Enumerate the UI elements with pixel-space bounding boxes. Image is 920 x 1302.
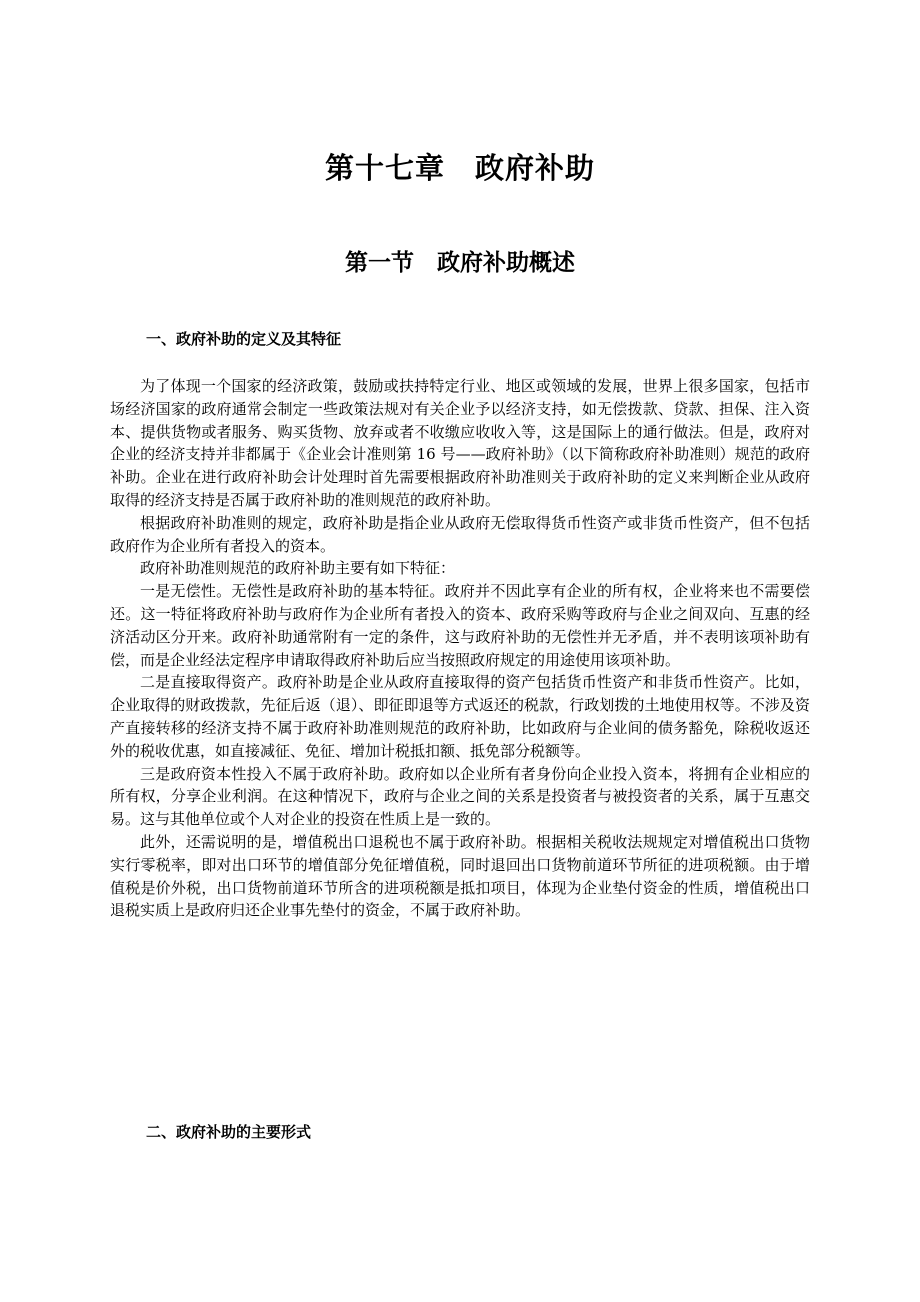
- paragraph-feature-1: 一是无偿性。无偿性是政府补助的基本特征。政府并不因此享有企业的所有权，企业将来也不需要偿还。这一特征将政府补助与政府作为企业所有者投入的资本、政府采购等政府与企业之间双向、互惠的经济活动区分开来。政府补助通常附有一定的条件，这与政府补助的无偿性并无矛盾，并不表明该项补助有偿，而是企业经法定程序申请取得政府补助后应当按照政府规定的用途使用该项补助。: [110, 582, 810, 669]
- body-text: [110, 375, 810, 922]
- paragraph-export-rebate: 此外，还需说明的是，增值税出口退税也不属于政府补助。根据相关税收法规规定对增值税出口货物实行零税率，即对出口环节的增值部分免征增值税，同时退回出口货物前道环节所征的进项税额。由于增值税是价外税，出口货物前道环节所含的进项税额是抵扣项目，体现为企业垫付资金的性质，增值税出口退税实质上是政府归还企业事先垫付的资金，不属于政府补助。: [110, 832, 810, 920]
- paragraph-feature-2: 二是直接取得资产。政府补助是企业从政府直接取得的资产包括货币性资产和非货币性资产。比如，企业取得的财政拨款，先征后返（退）、即征即退等方式返还的税款，行政划拨的土地使用权等。不涉及资产直接转移的经济支持不属于政府补助准则规范的政府补助，比如政府与企业间的债务豁免，除税收返还外的税收优惠，如直接减征、免征、增加计税抵扣额、抵免部分税额等。: [110, 673, 810, 760]
- paragraph-intro: 为了体现一个国家的经济政策，鼓励或扶持特定行业、地区或领域的发展，世界上很多国家，包括市场经济国家的政府通常会制定一些政策法规对有关企业予以经济支持，如无偿拨款、贷款、担保、注入资本、提供货物或者服务、购买货物、放弃或者不收缴应收收入等，这是国际上的通行做法。但是，政府对企业的经济支持并非都属于《企业会计准则第 16 号——政府补助》（以下简称政府补助准则）规范的政府补助。企业在进行政府补助会计处理时首先需要根据政府补助准则关于政府补助的定义来判断企业从政府取得的经济支持是否属于政府补助的准则规范的政府补助。: [110, 377, 810, 509]
- subheading-main-forms: 二、政府补助的主要形式: [146, 1123, 312, 1141]
- subheading-definition: 一、政府补助的定义及其特征: [146, 330, 342, 348]
- section-title: 第一节 政府补助概述: [345, 250, 575, 276]
- chapter-title: 第十七章 政府补助: [324, 151, 595, 185]
- paragraph-feature-3: 三是政府资本性投入不属于政府补助。政府如以企业所有者身份向企业投入资本，将拥有企业相应的所有权，分享企业利润。在这种情况下，政府与企业之间的关系是投资者与被投资者的关系，属于互惠交易。这与其他单位或个人对企业的投资在性质上是一致的。: [110, 764, 810, 829]
- paragraph-definition: 根据政府补助准则的规定，政府补助是指企业从政府无偿取得货币性资产或非货币性资产，但不包括政府作为企业所有者投入的资本。: [110, 513, 810, 555]
- paragraph-features-lead: 政府补助准则规范的政府补助主要有如下特征：: [140, 559, 456, 578]
